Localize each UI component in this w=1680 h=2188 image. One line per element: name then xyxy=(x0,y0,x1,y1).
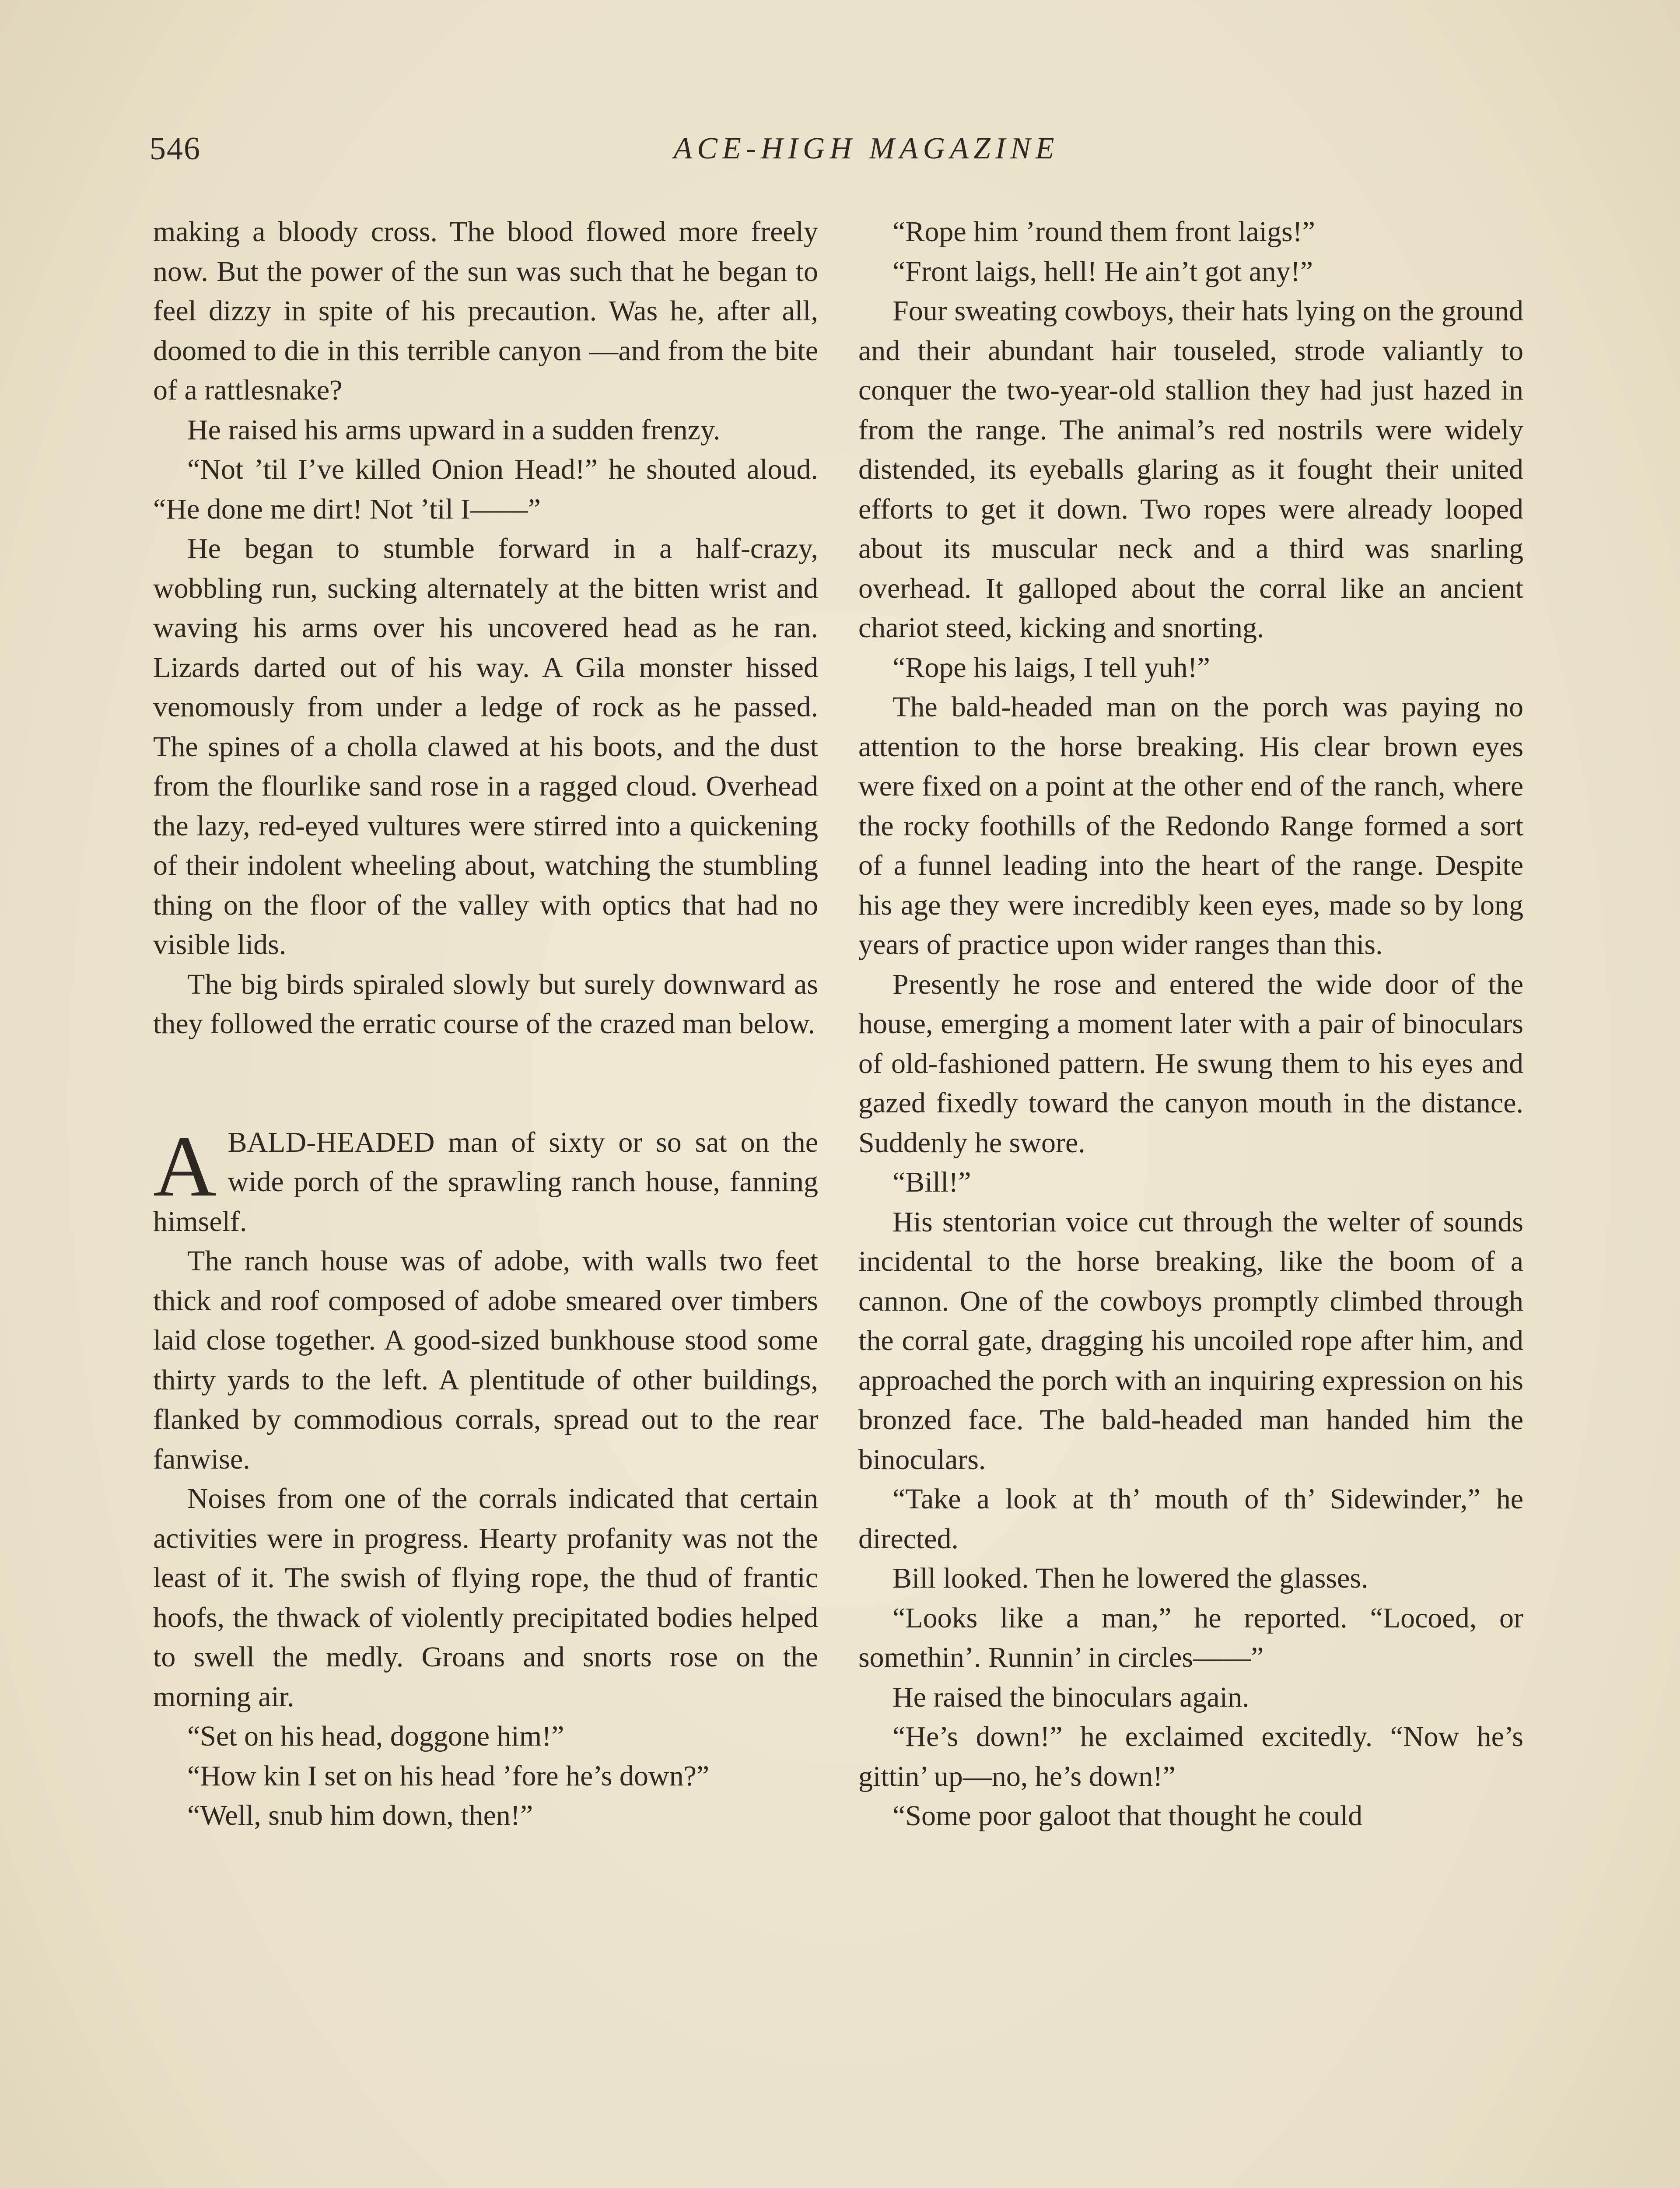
dialogue-line: “Well, snub him down, then!” xyxy=(187,1799,533,1831)
story-paragraph: The bald-headed man on the porch was paying no attention to the horse breaking. His clear brown eyes were fixed on a point at the other end of the ranch, where the rocky foothills of the Redondo Range formed a sort of a funnel leading into the heart of the range. Despite his age they were incredibly keen eyes, made so by long years of practice upon wider ranges than this. xyxy=(858,691,1523,961)
page-number: 546 xyxy=(150,131,201,167)
story-paragraph: The big birds spiraled slowly but surely downward as they followed the erratic course of the crazed man below. xyxy=(153,968,818,1040)
dialogue-line: “Set on his head, doggone him!” xyxy=(187,1720,564,1752)
story-paragraph: His stentorian voice cut through the welter of sounds incidental to the horse breaking, like the boom of a cannon. One of the cowboys promptly climbed through the corral gate, dragging his uncoiled rope after him, and approached the porch with an inquiring expression on his bronzed face. The bald-headed man handed him the binoculars. xyxy=(858,1206,1523,1476)
dialogue-line: “Some poor galoot that thought he could xyxy=(892,1800,1363,1832)
dialogue-line: “Rope his laigs, I tell yuh!” xyxy=(892,651,1210,684)
story-paragraph: Noises from one of the corrals indicated that certain activities were in progress. Hearty profanity was not the least of it. The swish of flying rope, the thud of frantic hoofs, the thwack of violently precipitated bodies helped to swell the medly. Groans and snorts rose on the morning air. xyxy=(153,1483,818,1713)
dialogue-line: “Looks like a man,” he reported. “Locoed, or somethin’. Runnin’ in circles——” xyxy=(858,1602,1523,1673)
dialogue-line: “Rope him ’round them front laigs!” xyxy=(892,216,1315,248)
right-column xyxy=(858,212,1523,1836)
left-column xyxy=(153,212,818,1836)
story-paragraph: Presently he rose and entered the wide door of the house, emerging a moment later with a pair of binoculars of old-fashioned pattern. He swung them to his eyes and gazed fixedly toward the canyon mouth in the distance. Suddenly he swore. xyxy=(858,968,1523,1159)
running-title: ACE-HIGH MAGAZINE xyxy=(673,132,1059,165)
drop-cap: A xyxy=(153,1118,217,1215)
section-break xyxy=(153,1044,818,1123)
dialogue-line: “Front laigs, hell! He ain’t got any!” xyxy=(892,255,1313,288)
story-paragraph: Bill looked. Then he lowered the glasses. xyxy=(892,1562,1368,1594)
dialogue-line: “How kin I set on his head ’fore he’s down?” xyxy=(187,1760,710,1792)
dialogue-line: “He’s down!” he exclaimed excitedly. “Now he’s gittin’ up—no, he’s down!” xyxy=(858,1721,1523,1792)
dialogue-line: “Take a look at th’ mouth of th’ Sidewinder,” he directed. xyxy=(858,1483,1523,1555)
story-paragraph: Four sweating cowboys, their hats lying on the ground and their abundant hair touseled, strode valiantly to conquer the two-year-old stallion they had just hazed in from the range. The animal’s red nostrils were widely distended, its eyeballs glaring as it fought their united efforts to get it down. Two ropes were already looped about its muscular neck and a third was snarling overhead. It galloped about the corral like an ancient chariot steed, kicking and snorting. xyxy=(858,295,1523,644)
story-paragraph: He began to stumble forward in a half-crazy, wobbling run, sucking alternately at the bitten wrist and waving his arms over his uncovered head as he ran. Lizards darted out of his way. A Gila monster hissed venomously from under a ledge of rock as he passed. The spines of a cholla clawed at his boots, and the dust from the flourlike sand rose in a ragged cloud. Overhead the lazy, red-eyed vultures were stirred into a quickening of their indolent wheeling about, watching the stumbling thing on the floor of the valley with optics that had no visible lids. xyxy=(153,533,818,961)
dialogue-line: “Bill!” xyxy=(892,1166,971,1198)
section-opening-paragraph xyxy=(153,1118,818,1242)
story-paragraph: He raised the binoculars again. xyxy=(892,1681,1250,1713)
page-header xyxy=(0,118,1680,179)
story-paragraph: “Not ’til I’ve killed Onion Head!” he shouted aloud. “He done me dirt! Not ’til I——” xyxy=(153,453,818,525)
story-paragraph: making a bloody cross. The blood flowed more freely now. But the power of the sun was such that he began to feel dizzy in spite of his precaution. Was he, after all, doomed to die in this terrible canyon —and from the bite of a rattlesnake? xyxy=(153,216,818,406)
story-paragraph: The ranch house was of adobe, with walls two feet thick and roof composed of adobe smeared over timbers laid close together. A good-sized bunkhouse stood some thirty yards to the left. A plentitude of other buildings, flanked by commodious corrals, spread out to the rear fanwise. xyxy=(153,1245,818,1475)
story-paragraph: He raised his arms upward in a sudden frenzy. xyxy=(187,414,721,446)
section-opening-text: BALD-HEADED man of sixty or so sat on the wide porch of the sprawling ranch house, fanning himself. xyxy=(153,1126,818,1238)
